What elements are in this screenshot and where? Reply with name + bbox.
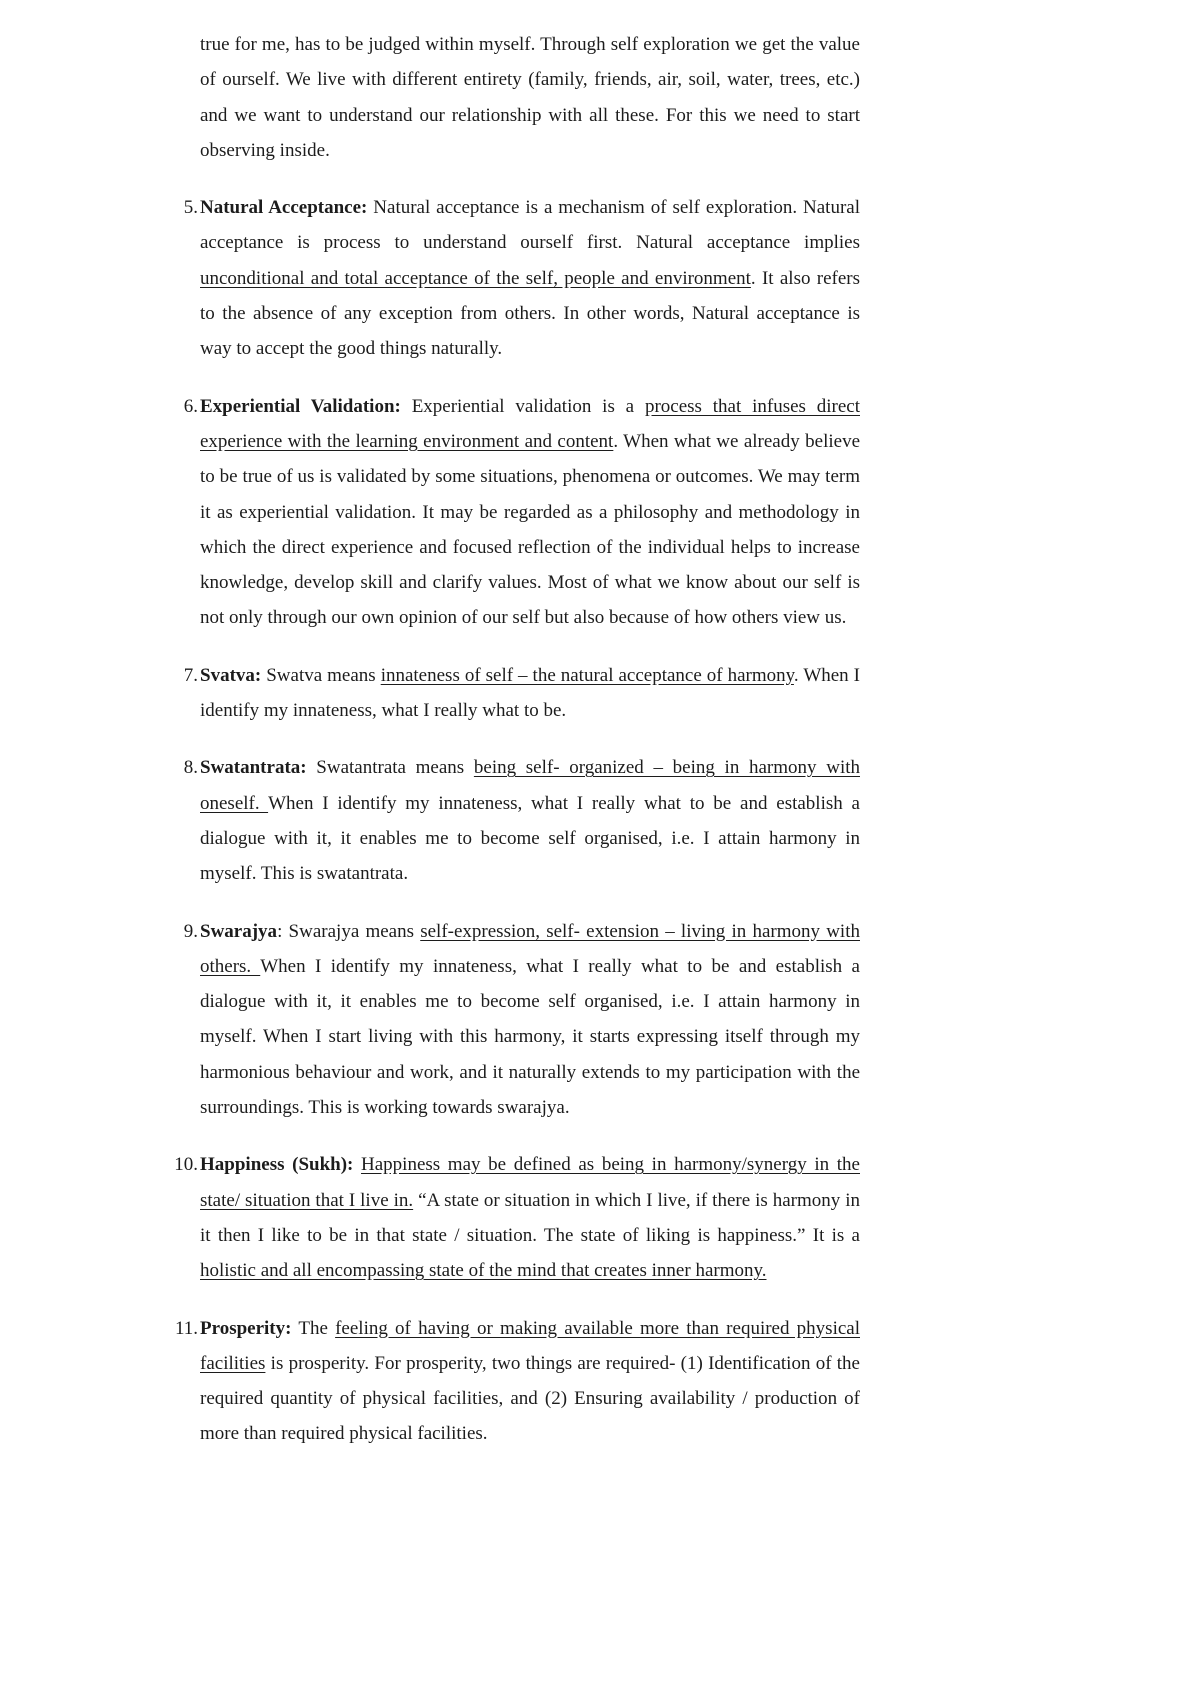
item-term: Natural Acceptance: — [200, 197, 368, 219]
document-body — [160, 27, 860, 1643]
list-item — [160, 914, 860, 1126]
list-item — [160, 1147, 860, 1288]
intro-paragraph — [200, 27, 860, 168]
item-underlined-text: innateness of self – the natural acceptance of harmony — [380, 664, 794, 686]
item-text: . It also refers to the absence of any exception from others. In other words, Natural acceptance is way to accept the good things naturally. — [200, 267, 860, 360]
item-text: Swatantrata means — [306, 757, 474, 779]
item-text: Experiential validation is a — [400, 395, 645, 417]
item-term: Prosperity: — [200, 1317, 292, 1339]
intro-cut-line: true for me, has to be judged within myself. Through self exploration — [200, 34, 730, 55]
item-text: “A state or situation in which I live, if there is harmony in it then I like to be in that state / situation. The state of liking is happiness.” It is a — [200, 1189, 860, 1246]
item-underlined-text: holistic and all encompassing state of the mind that creates inner harmony. — [200, 1260, 767, 1282]
item-underlined-text: being self- organized – being in harmony with oneself. — [200, 757, 860, 814]
item-term: Svatva: — [200, 664, 262, 686]
item-number: 9. — [183, 920, 198, 942]
item-text: The — [291, 1317, 336, 1339]
item-text: : Swarajya means — [277, 920, 421, 942]
item-number: 10. — [174, 1154, 198, 1176]
item-term: Swarajya — [200, 920, 278, 942]
item-number: 5. — [183, 197, 198, 219]
definitions-list — [160, 190, 860, 1452]
item-underlined-text: Happiness may be defined as being in harmony/synergy in the state/ situation that I live in. — [200, 1154, 860, 1211]
list-item — [160, 658, 860, 729]
list-item — [160, 1311, 860, 1452]
item-text: . When what we already believe to be true of us is validated by some situations, phenomena or outcomes. We may term it as experiential validation. It may be regarded as a philosophy and methodology in which the direct experience and focused reflection of the individual helps to increase knowledge, develop skill and clarify values. Most of what we know about our self is not only through our own opinion of our self but also because of how others view us. — [200, 430, 860, 629]
item-number: 11. — [174, 1317, 198, 1339]
item-number: 6. — [183, 395, 198, 417]
item-underlined-text: self-expression, self- extension – living in harmony with others. — [200, 920, 860, 977]
item-term: Swatantrata: — [200, 757, 307, 779]
item-text — [353, 1154, 361, 1175]
item-text: When I identify my innateness, what I really what to be and establish a dialogue with it, it enables me to become self organised, i.e. I attain harmony in myself. This is swatantrata. — [200, 792, 860, 885]
item-underlined-text: process that infuses direct experience with the learning environment and content — [200, 395, 860, 452]
item-term: Happiness (Sukh): — [200, 1154, 354, 1176]
item-text: is prosperity. For prosperity, two things are required- (1) Identification of the required quantity of physical facilities, and (2) Ensuring availability / production of more than required physical facilities. — [200, 1352, 860, 1445]
item-number: 8. — [183, 757, 198, 779]
list-item — [160, 389, 860, 636]
intro-text: we get the value of ourself. We live with different entirety (family, friends, air, soil, water, trees, etc.) and we want to understand our relationship with all these. For this we need to start observing inside. — [200, 34, 860, 161]
item-text: Natural acceptance is a mechanism of self exploration. Natural acceptance is process to understand ourself first. Natural acceptance implies — [200, 197, 860, 254]
item-text: When I identify my innateness, what I really what to be and establish a dialogue with it, it enables me to become self organised, i.e. I attain harmony in myself. When I start living with this harmony, it starts expressing itself through my harmonious behaviour and work, and it naturally extends to my participation with the surroundings. This is working towards swarajya. — [200, 955, 860, 1119]
item-text: Swatva means — [261, 664, 381, 686]
item-underlined-text: feeling of having or making available more than required physical facilities — [200, 1317, 860, 1374]
item-underlined-text: unconditional and total acceptance of the self, people and environment — [200, 267, 751, 289]
item-number: 7. — [183, 664, 198, 686]
item-term: Experiential Validation: — [200, 395, 401, 417]
item-text: . When I identify my innateness, what I really what to be. — [200, 664, 860, 722]
list-item — [160, 190, 860, 366]
list-item — [160, 750, 860, 891]
